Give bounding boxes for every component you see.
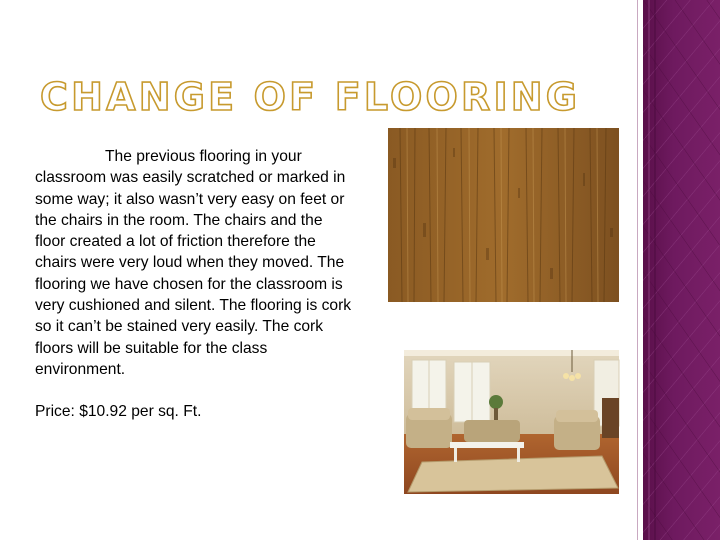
band-divider-line [637,0,638,540]
slide-title-text: CHANGE OF FLOORING [40,75,581,119]
price-line: Price: $10.92 per sq. Ft. [35,403,202,421]
body-text [35,146,357,423]
decorative-side-band [643,0,720,540]
room-photo [404,350,619,494]
body-paragraph [35,146,357,380]
cork-sample-image [388,128,619,302]
body-lead: The previous flooring in your classroom was easily scratched or marked in some way; it also wasn’t very easy on feet or the chairs in the room. The chairs and the floor created a lot of friction therefore the chairs were very loud when they moved. The flooring we have chosen for the classroom is very cushioned and silent. The flooring is cork so it can’t be stained very easily. The cork floors will be suitable for the class environment. [35,148,352,378]
slide-title [38,70,581,120]
